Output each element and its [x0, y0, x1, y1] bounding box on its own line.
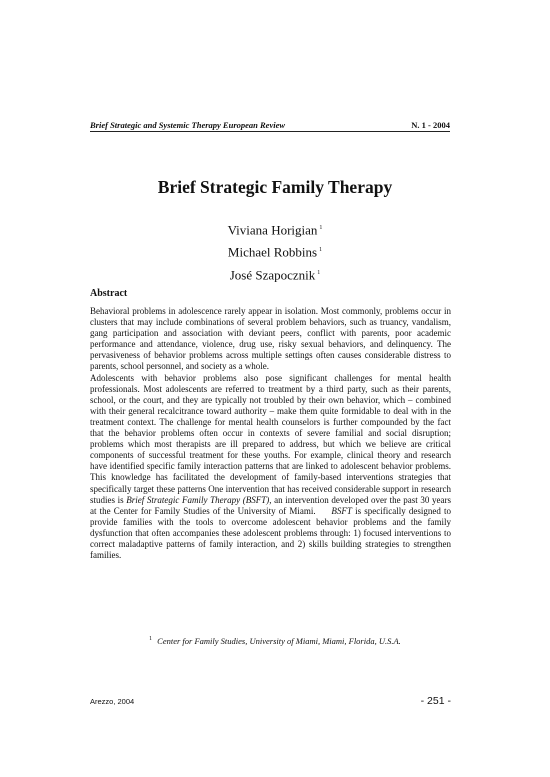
abstract-paragraph: Adolescents with behavior problems also pose significant challenges for mental health professionals. Most adolescents are referred to treatment by a third party, such as their parents, school, or the court, and they are typically not troubled by their own behavior, which – combined with their general recalcitrance toward authority – make them quite formidable to deal with in the treatment context. The challenge for mental health counselors is further compounded by the fact that the behavior problems often occur in contexts of severe familial and social disruption; problems which most therapists are ill prepared to address, but which we believe are critical components of successful treatment for these youths. For example, clinical theory and research have identified specific family interaction patterns that are linked to adolescent behavior problems. This knowledge has facilitated the development of family-based interventions strategies that specifically target these patterns One intervention that has received considerable support in research studies is Brief Strategic Family Therapy (BSFT), an intervention developed over the past 30 years at the Center for Family Studies of the University of Miami. BSFT is specifically designed to provide families with the tools to overcome adolescent behavior problems and the family dysfunction that often accompanies these adolescent problems through: 1) focused interventions to correct maladaptive patterns of family interaction, and 2) skills building strategies to strengthen families. [90, 372, 452, 561]
affiliation-marker: 1 [319, 225, 323, 231]
author-list [0, 218, 550, 285]
running-head [90, 120, 450, 132]
issue-number: N. 1 - 2004 [411, 120, 450, 130]
page-footer [90, 695, 451, 707]
abstract-heading: Abstract [90, 288, 128, 299]
affiliation-marker: 1 [317, 269, 321, 276]
abstract-body [90, 306, 451, 561]
journal-name: Brief Strategic and Systemic Therapy European Review [90, 120, 286, 130]
abstract-paragraph: Behavioral problems in adolescence rarely appear in isolation. Most commonly, problems occur in clusters that may include combinations of several problem behaviors, such as truancy, vandalism, gang participation and association with deviant peers, conflict with parents, poor academic performance and attendance, violence, drug use, risky sexual behaviors, and delinquency. The pervasiveness of behavior problems across multiple settings often causes considerable distress to parents, school personnel, and society as a whole. [90, 306, 451, 372]
footnote-marker: 1 [149, 636, 153, 643]
page-number: - 251 - [420, 695, 451, 707]
author-name: José Szapocznik $^1$ [229, 266, 321, 282]
affiliation-marker: 1 [319, 247, 323, 254]
footer-place: Arezzo, 2004 [90, 697, 135, 706]
author-name: Michael Robbins $^1$ [227, 244, 323, 260]
bsft-term: Brief Strategic Family Therapy (BSFT), [126, 494, 272, 505]
paper-title: Brief Strategic Family Therapy [157, 177, 393, 197]
affiliation-footnote: $^1$ Center for Family Studies, University of Miami, Miami, Florida, U.S.A. [149, 636, 401, 646]
bsft-abbr: BSFT [331, 505, 352, 516]
author-name: Viviana Horigian $^1$ [227, 222, 323, 238]
